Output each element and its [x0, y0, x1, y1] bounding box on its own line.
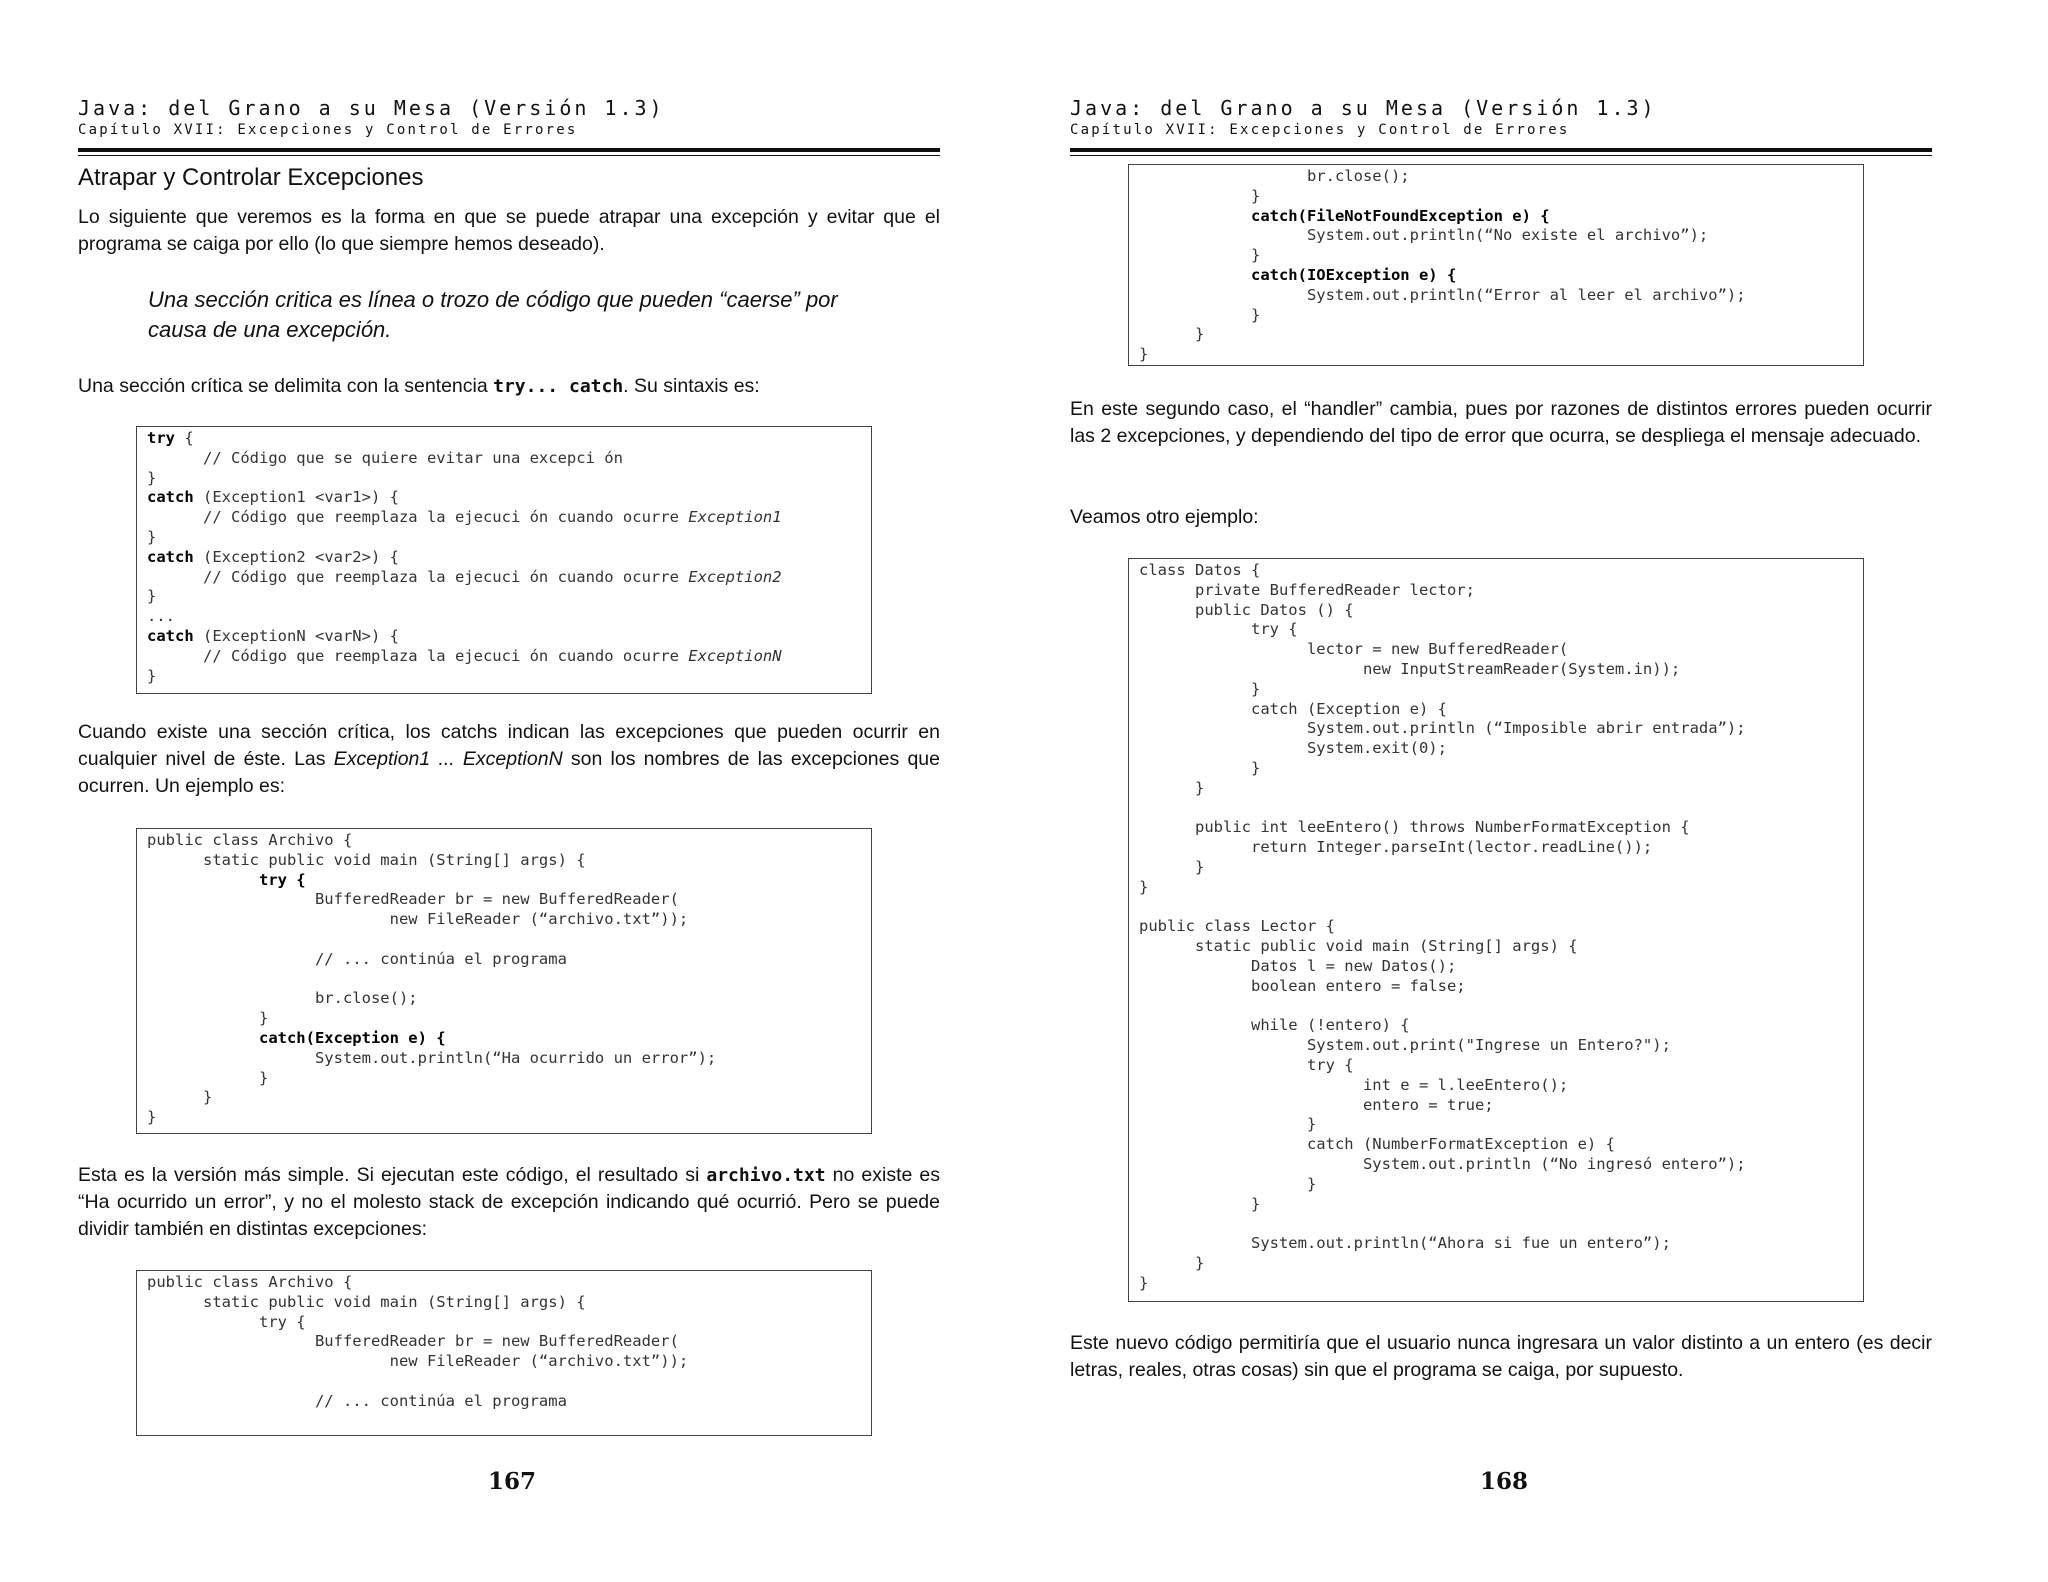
- code-line: try {: [258, 870, 306, 889]
- code-line: public Datos () {: [1139, 600, 1354, 619]
- code-block-datos-lector: [1128, 558, 1864, 1302]
- code-line: try {: [147, 429, 194, 447]
- code-line: static public void main (String[] args) {: [1139, 937, 1578, 956]
- code-line: static public void main (String[] args) {: [147, 1292, 586, 1311]
- code-line: System.out.println (“No ingresó entero”);: [1139, 1154, 1746, 1173]
- code-line: new FileReader (“archivo.txt”));: [147, 1352, 689, 1371]
- code-line: }: [1139, 1253, 1205, 1272]
- keyword-try-catch: try... catch: [493, 376, 624, 397]
- code-line: try {: [1139, 1055, 1354, 1074]
- code-line: // Código que reemplaza la ejecuci ón cuando ocurre ExceptionN: [147, 646, 782, 665]
- code-line: catch (Exception2 <var2>) {: [147, 547, 399, 566]
- paragraph-another-example: Veamos otro ejemplo:: [1070, 506, 1259, 528]
- code-line: System.out.println(“Ha ocurrido un error”);: [147, 1048, 717, 1067]
- code-line: }: [1139, 1194, 1261, 1213]
- code-line: }: [1139, 679, 1261, 698]
- code-line: }: [1139, 857, 1205, 876]
- header-rule: [78, 148, 940, 152]
- header-rule: [1070, 148, 1932, 152]
- paragraph-handler: En este segundo caso, el “handler” cambia, pues por razones de distintos errores pueden ocurrir las 2 excepciones, y dependiendo del tipo de error que ocurra, se despliega el mensaje adecuado.: [1070, 398, 1932, 447]
- code-line: br.close();: [1139, 167, 1410, 185]
- code-line: }: [1139, 325, 1205, 344]
- paragraph-intro: Lo siguiente que veremos es la forma en que se puede atrapar una excepción y evitar que el programa se caiga por ello (lo que siempre hemos deseado).: [78, 206, 940, 255]
- code-line: while (!entero) {: [1139, 1016, 1410, 1035]
- code-line: new InputStreamReader(System.in));: [1139, 659, 1681, 678]
- code-line: // Código que se quiere evitar una excepci ón: [147, 448, 623, 467]
- code-line: }: [147, 666, 157, 685]
- header-rule-thin: [78, 155, 940, 156]
- code-line: System.exit(0);: [1139, 739, 1447, 758]
- page-number: 167: [487, 1468, 536, 1495]
- page-right: [992, 0, 2016, 1582]
- code-line: entero = true;: [1139, 1095, 1494, 1114]
- code-line: }: [147, 527, 157, 546]
- code-line: }: [1139, 345, 1149, 364]
- code-line: class Datos {: [1139, 561, 1261, 579]
- code-line: catch(FileNotFoundException e) {: [1250, 206, 1550, 225]
- code-line: System.out.println(“No existe el archivo”);: [1139, 226, 1709, 245]
- code-line: System.out.print("Ingrese un Entero?");: [1139, 1036, 1671, 1055]
- paragraph-syntax: Una sección crítica se delimita con la sentencia try... catch. Su sintaxis es:: [78, 375, 760, 397]
- paragraph-catchs: Cuando existe una sección crítica, los catchs indican las excepciones que pueden ocurrir en cualquier nivel de éste. Las Exception1 ... ExceptionN son los nombres de las excepciones que ocurren. Un ejemplo es:: [78, 721, 940, 797]
- section-heading: Atrapar y Controlar Excepciones: [78, 164, 424, 191]
- code-line: // Código que reemplaza la ejecuci ón cuando ocurre Exception2: [147, 567, 782, 586]
- code-line: catch(IOException e) {: [1250, 265, 1457, 284]
- code-line: BufferedReader br = new BufferedReader(: [147, 890, 679, 909]
- code-line: }: [1139, 1174, 1317, 1193]
- code-line: }: [147, 1009, 269, 1028]
- code-line: }: [1139, 877, 1149, 896]
- running-header-title: Java: del Grano a su Mesa (Versión 1.3): [1070, 96, 1657, 120]
- code-line: catch (ExceptionN <varN>) {: [147, 626, 399, 645]
- code-line: // ... continúa el programa: [147, 1391, 567, 1410]
- code-block-example1: [136, 828, 872, 1134]
- code-line: BufferedReader br = new BufferedReader(: [147, 1332, 679, 1351]
- code-line: new FileReader (“archivo.txt”));: [147, 910, 689, 929]
- code-line: }: [1139, 1115, 1317, 1134]
- code-line: System.out.println(“Ahora si fue un entero”);: [1139, 1234, 1671, 1253]
- paragraph-simple-version: Esta es la versión más simple. Si ejecutan este código, el resultado si archivo.txt no existe es “Ha ocurrido un error”, y no el molesto stack de excepción indicando qué ocurrió. Pero se puede dividir también en distintas excepciones:: [78, 1164, 940, 1240]
- exception-names: Exception1 ... ExceptionN: [333, 748, 563, 770]
- code-line: }: [147, 1108, 157, 1127]
- code-line: catch (NumberFormatException e) {: [1139, 1135, 1615, 1154]
- code-line: static public void main (String[] args) {: [147, 850, 586, 869]
- page-number: 168: [1479, 1468, 1528, 1495]
- paragraph-conclusion: Este nuevo código permitiría que el usuario nunca ingresara un valor distinto a un entero (es decir letras, reales, otras cosas) sin que el programa se caiga, por supuesto.: [1070, 1332, 1932, 1381]
- code-line: }: [147, 468, 157, 487]
- code-line: }: [1139, 246, 1261, 265]
- running-header-title: Java: del Grano a su Mesa (Versión 1.3): [78, 96, 665, 120]
- code-line: System.out.println(“Error al leer el archivo”);: [1139, 285, 1746, 304]
- code-line: catch (Exception e) {: [1139, 699, 1447, 718]
- code-line: return Integer.parseInt(lector.readLine());: [1139, 838, 1653, 857]
- code-line: public int leeEntero() throws NumberFormatException {: [1139, 818, 1690, 837]
- code-line: boolean entero = false;: [1139, 976, 1466, 995]
- code-line: }: [147, 1088, 213, 1107]
- code-line: }: [1139, 186, 1261, 205]
- code-line: br.close();: [147, 989, 418, 1008]
- code-line: catch(Exception e) {: [258, 1028, 446, 1047]
- code-line: try {: [147, 1312, 306, 1331]
- code-line: catch (Exception1 <var1>) {: [147, 488, 399, 507]
- code-line: // Código que reemplaza la ejecuci ón cuando ocurre Exception1: [147, 508, 782, 527]
- running-header-chapter: Capítulo XVII: Excepciones y Control de Errores: [1070, 122, 1570, 138]
- running-header-chapter: Capítulo XVII: Excepciones y Control de Errores: [78, 122, 578, 138]
- code-line: int e = l.leeEntero();: [1139, 1075, 1569, 1094]
- code-line: }: [1139, 1273, 1149, 1292]
- code-line: System.out.println (“Imposible abrir entrada”);: [1139, 719, 1746, 738]
- code-line: // ... continúa el programa: [147, 949, 567, 968]
- code-line: public class Archivo {: [147, 831, 353, 849]
- code-line: }: [147, 1068, 269, 1087]
- code-line: }: [1139, 305, 1261, 324]
- code-line: }: [1139, 758, 1261, 777]
- code-line: }: [147, 587, 157, 606]
- code-line: try {: [1139, 620, 1298, 639]
- definition-quote: Una sección critica es línea o trozo de código que pueden “caerse” por causa de una excepción.: [148, 287, 838, 342]
- code-line: public class Archivo {: [147, 1273, 353, 1291]
- code-block-example2: [136, 1270, 872, 1436]
- code-line: Datos l = new Datos();: [1139, 956, 1457, 975]
- code-line: private BufferedReader lector;: [1139, 580, 1475, 599]
- file-name: archivo.txt: [706, 1165, 826, 1186]
- code-block-syntax: [136, 426, 872, 694]
- code-line: public class Lector {: [1139, 917, 1335, 936]
- header-rule-thin: [1070, 155, 1932, 156]
- code-line: lector = new BufferedReader(: [1139, 640, 1569, 659]
- code-line: }: [1139, 778, 1205, 797]
- code-line: ...: [147, 607, 175, 626]
- code-block-continuation: [1128, 164, 1864, 366]
